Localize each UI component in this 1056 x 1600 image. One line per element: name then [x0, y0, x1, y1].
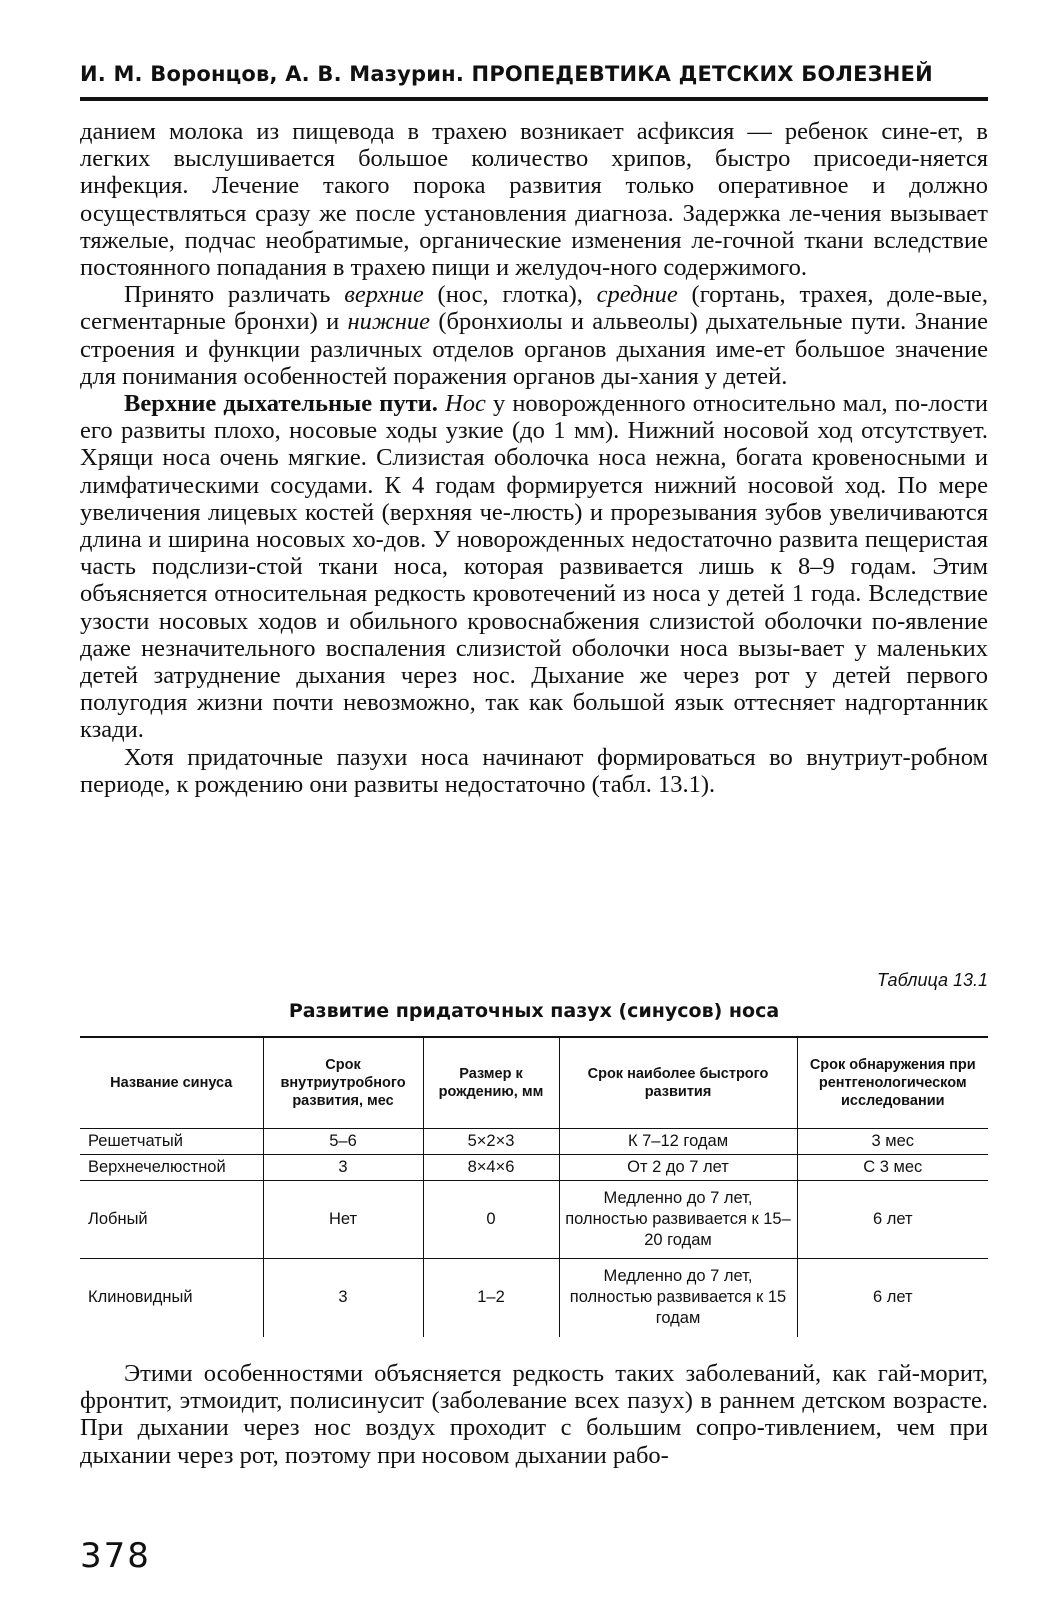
- table-cell: Клиновидный: [88, 1288, 193, 1307]
- table-title: Развитие придаточных пазух (синусов) носа: [288, 1000, 780, 1022]
- column-header: Размер к рождению, мм: [423, 1037, 559, 1129]
- column-header: Срок обнаружения при рентгенологическом исследовании: [797, 1037, 988, 1129]
- table-row: [80, 1181, 988, 1259]
- term-lower: нижние: [347, 308, 430, 336]
- header-rule: [80, 97, 988, 101]
- table-cell: 3 мес: [797, 1129, 988, 1155]
- table-header-row: [80, 1037, 988, 1129]
- table-cell: Решетчатый: [88, 1132, 183, 1150]
- paragraph-sinusitis-rarity: Этими особенностями объясняется редкость таких заболеваний, как гай-морит, фронтит, этмоидит, полисинусит (заболевание всех пазух) в раннем детском возрасте. При дыхании через нос воздух проходит с большим сопро-тивлением, чем при дыхании через рот, поэтому при носовом дыхании рабо-: [80, 1360, 988, 1469]
- table-cell: От 2 до 7 лет: [559, 1155, 797, 1181]
- table-cell: 0: [423, 1181, 559, 1259]
- table-cell: 5×2×3: [423, 1129, 559, 1155]
- term-nose: Нос: [445, 390, 486, 418]
- term-upper: верхние: [344, 281, 424, 309]
- sinus-development-table: [80, 1036, 988, 1337]
- term-middle: средние: [596, 281, 678, 309]
- table-cell: С 3 мес: [797, 1155, 988, 1181]
- table-cell: 6 лет: [797, 1181, 988, 1259]
- paragraph-sinuses-intro: Хотя придаточные пазухи носа начинают формироваться во внутриут-робном периоде, к рождению они развиты недостаточно (табл. 13.1).: [80, 743, 988, 798]
- running-header: И. М. Воронцов, А. В. Мазурин. ПРОПЕДЕВТИКА ДЕТСКИХ БОЛЕЗНЕЙ: [80, 62, 933, 86]
- table-cell: Лобный: [88, 1210, 148, 1228]
- table-cell: К 7–12 годам: [559, 1129, 797, 1155]
- table-cell: 3: [263, 1259, 423, 1337]
- column-header: Название синуса: [110, 1075, 233, 1091]
- table-row: [80, 1155, 988, 1181]
- paragraph-airways-classification: Принято различать верхние (нос, глотка), средние (гортань, трахея, доле-вые, сегментарные бронхи) и нижние (бронхиолы и альвеолы) дыхательные пути. Знание строения и функции различных отделов органов дыхания име-ет большое значение для понимания особенностей поражения органов ды-хания у детей.: [80, 281, 988, 390]
- column-header: Срок внутриутробного развития, мес: [263, 1037, 423, 1129]
- table-cell: 8×4×6: [423, 1155, 559, 1181]
- page-number: 378: [80, 1536, 151, 1576]
- paragraph-asphyxia: данием молока из пищевода в трахею возникает асфиксия — ребенок сине-ет, в легких выслушивается большое количество хрипов, быстро присоеди-няется инфекция. Лечение такого порока развития только оперативное и должно осуществляться сразу же после установления диагноза. Задержка ле-чения вызывает тяжелые, подчас необратимые, органические изменения ле-гочной ткани вследствие постоянного попадания в трахею пищи и желудоч-ного содержимого.: [80, 118, 988, 282]
- table-label: Таблица 13.1: [876, 970, 988, 990]
- table-row: [80, 1129, 988, 1155]
- table-cell: 1–2: [423, 1259, 559, 1337]
- section-heading-upper-airways: Верхние дыхательные пути.: [124, 390, 438, 418]
- table-cell: Медленно до 7 лет, полностью развивается к 15–20 годам: [559, 1181, 797, 1259]
- body-text-top: [80, 118, 988, 798]
- table-cell: Верхнечелюстной: [88, 1158, 226, 1176]
- table-cell: 6 лет: [797, 1259, 988, 1337]
- column-header: Срок наиболее быстрого развития: [559, 1037, 797, 1129]
- body-text-bottom: [80, 1360, 988, 1469]
- table-cell: Нет: [263, 1181, 423, 1259]
- table-cell: 5–6: [263, 1129, 423, 1155]
- table-cell: Медленно до 7 лет, полностью развивается к 15 годам: [559, 1259, 797, 1337]
- table-cell: 3: [263, 1155, 423, 1181]
- paragraph-upper-airways: Верхние дыхательные пути. Нос у новорожденного относительно мал, по-лости его развиты плохо, носовые ходы узкие (до 1 мм). Нижний носовой ход отсутствует. Хрящи носа очень мягкие. Слизистая оболочка носа нежна, богата кровеносными и лимфатическими сосудами. К 4 годам формируется нижний носовой ход. По мере увеличения лицевых костей (верхняя че-люсть) и прорезывания зубов увеличиваются длина и ширина носовых хо-дов. У новорожденных недостаточно развита пещеристая часть подслизи-стой ткани носа, которая развивается лишь к 8–9 годам. Этим объясняется относительная редкость кровотечений из носа у детей 1 года. Вследствие узости носовых ходов и обильного кровоснабжения слизистой оболочки по-явление даже незначительного воспаления слизистой оболочки носа вызы-вает у маленьких детей затруднение дыхания через нос. Дыхание же через рот у детей первого полугодия жизни почти невозможно, так как большой язык оттесняет надгортанник кзади.: [80, 390, 989, 744]
- table-row: [80, 1259, 988, 1337]
